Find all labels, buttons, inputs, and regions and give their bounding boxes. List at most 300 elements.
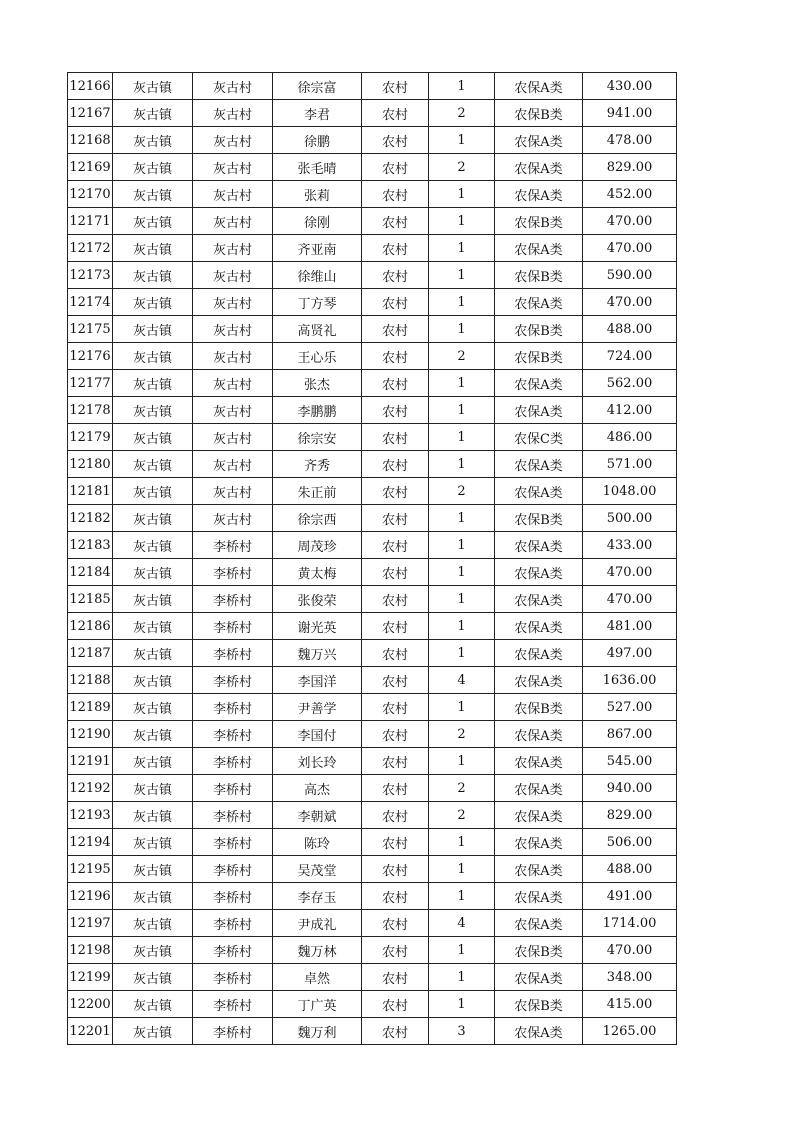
name-cell: 张毛晴 (273, 154, 362, 181)
category-cell: 农保B类 (495, 937, 583, 964)
household-size-cell: 1 (429, 316, 495, 343)
village-cell: 灰古村 (193, 181, 273, 208)
serial-cell: 12181 (68, 478, 113, 505)
category-cell: 农保A类 (495, 910, 583, 937)
category-cell: 农保B类 (495, 991, 583, 1018)
town-cell: 灰古镇 (113, 262, 193, 289)
name-cell: 李鹏鹏 (273, 397, 362, 424)
serial-cell: 12195 (68, 856, 113, 883)
village-cell: 灰古村 (193, 370, 273, 397)
village-cell: 灰古村 (193, 451, 273, 478)
table-row (68, 208, 677, 235)
area-type-cell: 农村 (362, 802, 429, 829)
amount-cell: 433.00 (583, 532, 677, 559)
village-cell: 李桥村 (193, 640, 273, 667)
town-cell: 灰古镇 (113, 370, 193, 397)
household-size-cell: 1 (429, 829, 495, 856)
area-type-cell: 农村 (362, 289, 429, 316)
name-cell: 高贤礼 (273, 316, 362, 343)
amount-cell: 470.00 (583, 559, 677, 586)
serial-cell: 12197 (68, 910, 113, 937)
name-cell: 尹善学 (273, 694, 362, 721)
town-cell: 灰古镇 (113, 694, 193, 721)
name-cell: 谢光英 (273, 613, 362, 640)
town-cell: 灰古镇 (113, 397, 193, 424)
area-type-cell: 农村 (362, 667, 429, 694)
serial-cell: 12190 (68, 721, 113, 748)
amount-cell: 491.00 (583, 883, 677, 910)
village-cell: 李桥村 (193, 802, 273, 829)
amount-cell: 470.00 (583, 937, 677, 964)
town-cell: 灰古镇 (113, 559, 193, 586)
table-row (68, 964, 677, 991)
name-cell: 吴茂堂 (273, 856, 362, 883)
household-size-cell: 1 (429, 640, 495, 667)
name-cell: 丁广英 (273, 991, 362, 1018)
village-cell: 灰古村 (193, 343, 273, 370)
area-type-cell: 农村 (362, 613, 429, 640)
category-cell: 农保A类 (495, 1018, 583, 1045)
village-cell: 李桥村 (193, 694, 273, 721)
household-size-cell: 4 (429, 667, 495, 694)
name-cell: 刘长玲 (273, 748, 362, 775)
town-cell: 灰古镇 (113, 856, 193, 883)
area-type-cell: 农村 (362, 73, 429, 100)
amount-cell: 348.00 (583, 964, 677, 991)
household-size-cell: 1 (429, 235, 495, 262)
category-cell: 农保A类 (495, 235, 583, 262)
category-cell: 农保A类 (495, 883, 583, 910)
household-size-cell: 2 (429, 100, 495, 127)
serial-cell: 12178 (68, 397, 113, 424)
serial-cell: 12179 (68, 424, 113, 451)
name-cell: 高杰 (273, 775, 362, 802)
name-cell: 王心乐 (273, 343, 362, 370)
name-cell: 徐宗富 (273, 73, 362, 100)
area-type-cell: 农村 (362, 721, 429, 748)
serial-cell: 12188 (68, 667, 113, 694)
name-cell: 徐宗西 (273, 505, 362, 532)
village-cell: 李桥村 (193, 1018, 273, 1045)
category-cell: 农保A类 (495, 856, 583, 883)
category-cell: 农保A类 (495, 532, 583, 559)
village-cell: 灰古村 (193, 73, 273, 100)
town-cell: 灰古镇 (113, 100, 193, 127)
serial-cell: 12186 (68, 613, 113, 640)
category-cell: 农保A类 (495, 451, 583, 478)
name-cell: 张俊荣 (273, 586, 362, 613)
category-cell: 农保A类 (495, 370, 583, 397)
town-cell: 灰古镇 (113, 883, 193, 910)
town-cell: 灰古镇 (113, 775, 193, 802)
serial-cell: 12169 (68, 154, 113, 181)
village-cell: 灰古村 (193, 262, 273, 289)
area-type-cell: 农村 (362, 451, 429, 478)
area-type-cell: 农村 (362, 100, 429, 127)
table-row (68, 262, 677, 289)
household-size-cell: 1 (429, 613, 495, 640)
name-cell: 李国洋 (273, 667, 362, 694)
town-cell: 灰古镇 (113, 451, 193, 478)
area-type-cell: 农村 (362, 937, 429, 964)
village-cell: 灰古村 (193, 289, 273, 316)
table-row (68, 613, 677, 640)
category-cell: 农保A类 (495, 586, 583, 613)
table-row (68, 910, 677, 937)
table-row (68, 775, 677, 802)
village-cell: 李桥村 (193, 667, 273, 694)
table-row (68, 856, 677, 883)
table-body (68, 73, 677, 1045)
table-row (68, 451, 677, 478)
town-cell: 灰古镇 (113, 721, 193, 748)
name-cell: 徐宗安 (273, 424, 362, 451)
category-cell: 农保A类 (495, 964, 583, 991)
household-size-cell: 1 (429, 505, 495, 532)
amount-cell: 829.00 (583, 154, 677, 181)
household-size-cell: 1 (429, 937, 495, 964)
town-cell: 灰古镇 (113, 667, 193, 694)
town-cell: 灰古镇 (113, 829, 193, 856)
serial-cell: 12196 (68, 883, 113, 910)
serial-cell: 12187 (68, 640, 113, 667)
household-size-cell: 1 (429, 856, 495, 883)
amount-cell: 415.00 (583, 991, 677, 1018)
household-size-cell: 1 (429, 73, 495, 100)
area-type-cell: 农村 (362, 748, 429, 775)
area-type-cell: 农村 (362, 343, 429, 370)
village-cell: 灰古村 (193, 100, 273, 127)
amount-cell: 430.00 (583, 73, 677, 100)
village-cell: 李桥村 (193, 748, 273, 775)
area-type-cell: 农村 (362, 154, 429, 181)
household-size-cell: 4 (429, 910, 495, 937)
category-cell: 农保B类 (495, 100, 583, 127)
category-cell: 农保A类 (495, 289, 583, 316)
table-row (68, 100, 677, 127)
village-cell: 李桥村 (193, 532, 273, 559)
household-size-cell: 1 (429, 181, 495, 208)
area-type-cell: 农村 (362, 262, 429, 289)
amount-cell: 488.00 (583, 856, 677, 883)
household-size-cell: 1 (429, 586, 495, 613)
amount-cell: 500.00 (583, 505, 677, 532)
town-cell: 灰古镇 (113, 802, 193, 829)
category-cell: 农保A类 (495, 181, 583, 208)
town-cell: 灰古镇 (113, 1018, 193, 1045)
household-size-cell: 1 (429, 532, 495, 559)
amount-cell: 829.00 (583, 802, 677, 829)
name-cell: 魏万林 (273, 937, 362, 964)
category-cell: 农保B类 (495, 694, 583, 721)
category-cell: 农保A类 (495, 667, 583, 694)
household-size-cell: 1 (429, 451, 495, 478)
table-row (68, 289, 677, 316)
name-cell: 丁方琴 (273, 289, 362, 316)
serial-cell: 12192 (68, 775, 113, 802)
amount-cell: 867.00 (583, 721, 677, 748)
category-cell: 农保B类 (495, 316, 583, 343)
serial-cell: 12170 (68, 181, 113, 208)
village-cell: 李桥村 (193, 991, 273, 1018)
table-row (68, 343, 677, 370)
serial-cell: 12173 (68, 262, 113, 289)
table-row (68, 316, 677, 343)
name-cell: 魏万利 (273, 1018, 362, 1045)
name-cell: 徐维山 (273, 262, 362, 289)
category-cell: 农保A类 (495, 775, 583, 802)
serial-cell: 12201 (68, 1018, 113, 1045)
category-cell: 农保A类 (495, 829, 583, 856)
household-size-cell: 3 (429, 1018, 495, 1045)
serial-cell: 12180 (68, 451, 113, 478)
serial-cell: 12194 (68, 829, 113, 856)
category-cell: 农保A类 (495, 748, 583, 775)
area-type-cell: 农村 (362, 316, 429, 343)
amount-cell: 545.00 (583, 748, 677, 775)
town-cell: 灰古镇 (113, 910, 193, 937)
amount-cell: 486.00 (583, 424, 677, 451)
table-row (68, 802, 677, 829)
village-cell: 灰古村 (193, 505, 273, 532)
area-type-cell: 农村 (362, 127, 429, 154)
table-row (68, 424, 677, 451)
serial-cell: 12189 (68, 694, 113, 721)
area-type-cell: 农村 (362, 235, 429, 262)
amount-cell: 412.00 (583, 397, 677, 424)
town-cell: 灰古镇 (113, 289, 193, 316)
village-cell: 灰古村 (193, 397, 273, 424)
area-type-cell: 农村 (362, 640, 429, 667)
town-cell: 灰古镇 (113, 181, 193, 208)
village-cell: 李桥村 (193, 910, 273, 937)
name-cell: 卓然 (273, 964, 362, 991)
table-row (68, 154, 677, 181)
household-size-cell: 2 (429, 775, 495, 802)
household-size-cell: 1 (429, 370, 495, 397)
name-cell: 尹成礼 (273, 910, 362, 937)
serial-cell: 12177 (68, 370, 113, 397)
household-size-cell: 2 (429, 154, 495, 181)
serial-cell: 12172 (68, 235, 113, 262)
amount-cell: 506.00 (583, 829, 677, 856)
amount-cell: 562.00 (583, 370, 677, 397)
category-cell: 农保B类 (495, 208, 583, 235)
town-cell: 灰古镇 (113, 586, 193, 613)
serial-cell: 12167 (68, 100, 113, 127)
amount-cell: 1265.00 (583, 1018, 677, 1045)
area-type-cell: 农村 (362, 910, 429, 937)
town-cell: 灰古镇 (113, 937, 193, 964)
serial-cell: 12191 (68, 748, 113, 775)
household-size-cell: 2 (429, 343, 495, 370)
amount-cell: 478.00 (583, 127, 677, 154)
area-type-cell: 农村 (362, 370, 429, 397)
area-type-cell: 农村 (362, 775, 429, 802)
name-cell: 张杰 (273, 370, 362, 397)
table-row (68, 937, 677, 964)
name-cell: 李君 (273, 100, 362, 127)
serial-cell: 12193 (68, 802, 113, 829)
amount-cell: 470.00 (583, 208, 677, 235)
category-cell: 农保A类 (495, 154, 583, 181)
village-cell: 李桥村 (193, 883, 273, 910)
town-cell: 灰古镇 (113, 316, 193, 343)
table-row (68, 559, 677, 586)
village-cell: 李桥村 (193, 856, 273, 883)
name-cell: 李国付 (273, 721, 362, 748)
village-cell: 灰古村 (193, 127, 273, 154)
serial-cell: 12184 (68, 559, 113, 586)
table-row (68, 181, 677, 208)
village-cell: 灰古村 (193, 208, 273, 235)
area-type-cell: 农村 (362, 883, 429, 910)
household-size-cell: 1 (429, 397, 495, 424)
household-size-cell: 1 (429, 127, 495, 154)
amount-cell: 941.00 (583, 100, 677, 127)
area-type-cell: 农村 (362, 397, 429, 424)
category-cell: 农保A类 (495, 397, 583, 424)
name-cell: 齐亚南 (273, 235, 362, 262)
village-cell: 李桥村 (193, 613, 273, 640)
table-row (68, 397, 677, 424)
area-type-cell: 农村 (362, 1018, 429, 1045)
amount-cell: 497.00 (583, 640, 677, 667)
table-row (68, 694, 677, 721)
town-cell: 灰古镇 (113, 640, 193, 667)
name-cell: 朱正前 (273, 478, 362, 505)
table-row (68, 73, 677, 100)
table-row (68, 235, 677, 262)
area-type-cell: 农村 (362, 208, 429, 235)
area-type-cell: 农村 (362, 181, 429, 208)
town-cell: 灰古镇 (113, 235, 193, 262)
area-type-cell: 农村 (362, 964, 429, 991)
town-cell: 灰古镇 (113, 532, 193, 559)
table-row (68, 505, 677, 532)
category-cell: 农保A类 (495, 802, 583, 829)
town-cell: 灰古镇 (113, 748, 193, 775)
town-cell: 灰古镇 (113, 154, 193, 181)
serial-cell: 12171 (68, 208, 113, 235)
category-cell: 农保C类 (495, 424, 583, 451)
name-cell: 徐刚 (273, 208, 362, 235)
town-cell: 灰古镇 (113, 613, 193, 640)
category-cell: 农保A类 (495, 613, 583, 640)
serial-cell: 12200 (68, 991, 113, 1018)
household-size-cell: 1 (429, 262, 495, 289)
village-cell: 灰古村 (193, 478, 273, 505)
table-row (68, 532, 677, 559)
name-cell: 李朝斌 (273, 802, 362, 829)
town-cell: 灰古镇 (113, 478, 193, 505)
household-size-cell: 1 (429, 748, 495, 775)
household-size-cell: 1 (429, 289, 495, 316)
town-cell: 灰古镇 (113, 964, 193, 991)
name-cell: 齐秀 (273, 451, 362, 478)
household-size-cell: 1 (429, 424, 495, 451)
serial-cell: 12183 (68, 532, 113, 559)
amount-cell: 940.00 (583, 775, 677, 802)
serial-cell: 12198 (68, 937, 113, 964)
village-cell: 李桥村 (193, 937, 273, 964)
serial-cell: 12166 (68, 73, 113, 100)
village-cell: 李桥村 (193, 721, 273, 748)
amount-cell: 470.00 (583, 235, 677, 262)
village-cell: 灰古村 (193, 424, 273, 451)
serial-cell: 12185 (68, 586, 113, 613)
household-size-cell: 1 (429, 883, 495, 910)
area-type-cell: 农村 (362, 991, 429, 1018)
table-row (68, 829, 677, 856)
name-cell: 陈玲 (273, 829, 362, 856)
amount-cell: 571.00 (583, 451, 677, 478)
area-type-cell: 农村 (362, 424, 429, 451)
amount-cell: 590.00 (583, 262, 677, 289)
category-cell: 农保A类 (495, 73, 583, 100)
serial-cell: 12199 (68, 964, 113, 991)
amount-cell: 470.00 (583, 586, 677, 613)
area-type-cell: 农村 (362, 856, 429, 883)
category-cell: 农保B类 (495, 343, 583, 370)
table-row (68, 127, 677, 154)
name-cell: 张莉 (273, 181, 362, 208)
town-cell: 灰古镇 (113, 343, 193, 370)
table-row (68, 991, 677, 1018)
table-row (68, 478, 677, 505)
area-type-cell: 农村 (362, 505, 429, 532)
village-cell: 李桥村 (193, 964, 273, 991)
area-type-cell: 农村 (362, 532, 429, 559)
name-cell: 周茂珍 (273, 532, 362, 559)
name-cell: 魏万兴 (273, 640, 362, 667)
category-cell: 农保B类 (495, 262, 583, 289)
name-cell: 李存玉 (273, 883, 362, 910)
table-row (68, 748, 677, 775)
area-type-cell: 农村 (362, 829, 429, 856)
town-cell: 灰古镇 (113, 424, 193, 451)
table-row (68, 586, 677, 613)
household-size-cell: 2 (429, 478, 495, 505)
village-cell: 灰古村 (193, 316, 273, 343)
category-cell: 农保A类 (495, 127, 583, 154)
household-size-cell: 1 (429, 991, 495, 1018)
serial-cell: 12175 (68, 316, 113, 343)
village-cell: 灰古村 (193, 235, 273, 262)
amount-cell: 527.00 (583, 694, 677, 721)
village-cell: 李桥村 (193, 559, 273, 586)
serial-cell: 12174 (68, 289, 113, 316)
household-size-cell: 1 (429, 559, 495, 586)
town-cell: 灰古镇 (113, 991, 193, 1018)
amount-cell: 481.00 (583, 613, 677, 640)
household-table (67, 72, 677, 1045)
household-size-cell: 2 (429, 721, 495, 748)
household-size-cell: 1 (429, 694, 495, 721)
area-type-cell: 农村 (362, 559, 429, 586)
area-type-cell: 农村 (362, 478, 429, 505)
town-cell: 灰古镇 (113, 505, 193, 532)
village-cell: 灰古村 (193, 154, 273, 181)
category-cell: 农保A类 (495, 559, 583, 586)
table-row (68, 640, 677, 667)
village-cell: 李桥村 (193, 586, 273, 613)
household-size-cell: 2 (429, 802, 495, 829)
town-cell: 灰古镇 (113, 127, 193, 154)
village-cell: 李桥村 (193, 829, 273, 856)
serial-cell: 12176 (68, 343, 113, 370)
amount-cell: 470.00 (583, 289, 677, 316)
